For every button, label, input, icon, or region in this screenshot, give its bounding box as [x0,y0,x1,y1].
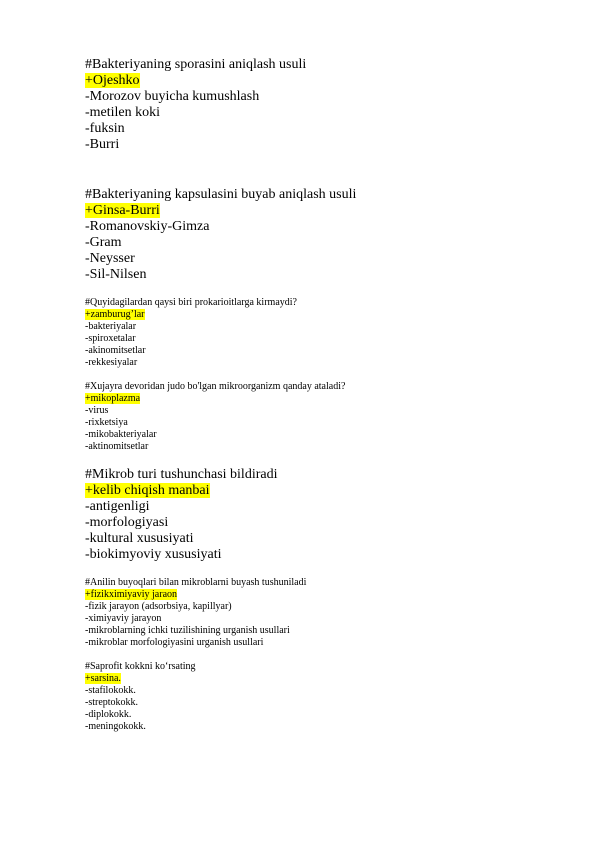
question-block [85,187,545,283]
correct-answer: +fizikximiyaviy jaraon [85,589,178,600]
answer-option: -stafilokokk. [85,685,136,696]
answer-option: -mikroblarning ichki tuzilishining urganish usullari [85,625,290,636]
question-text: #Xujayra devoridan judo bo'lgan mikroorganizm qanday ataladi? [85,381,346,392]
correct-answer: +Ginsa-Burri [85,203,160,218]
question-list [85,57,545,733]
correct-answer: +mikoplazma [85,393,141,404]
answer-option: -antigenligi [85,499,150,514]
answer-option: -rixketsiya [85,417,128,428]
answer-option: -Morozov buyicha kumushlash [85,89,260,104]
answer-option: -Sil-Nilsen [85,267,147,282]
correct-answer: +Ojeshko [85,73,140,88]
answer-option: -virus [85,405,109,416]
question-block [85,467,545,563]
answer-option: -mikroblar morfologiyasini urganish usullari [85,637,264,648]
question-text: #Anilin buyoqlari bilan mikroblarni buyash tushuniladi [85,577,307,588]
answer-option: -kultural xususiyati [85,531,194,546]
correct-answer: +sarsina. [85,673,121,684]
answer-option: -fizik jarayon (adsorbsiya, kapillyar) [85,601,232,612]
answer-option: -biokimyoviy xususiyati [85,547,222,562]
answer-option: -streptokokk. [85,697,139,708]
answer-option: -fuksin [85,121,125,136]
question-block [85,577,545,649]
question-text: #Mikrob turi tushunchasi bildiradi [85,467,278,482]
answer-option: -Gram [85,235,122,250]
answer-option: -akinomitsetlar [85,345,146,356]
answer-option: -meningokokk. [85,721,146,732]
answer-option: -aktinomitsetlar [85,441,149,452]
question-text: #Bakteriyaning kapsulasini buyab aniqlash usuli [85,187,357,202]
answer-option: -Burri [85,137,120,152]
answer-option: -morfologiyasi [85,515,169,530]
question-text: #Saprofit kokkni ko‘rsating [85,661,196,672]
answer-option: -bakteriyalar [85,321,137,332]
question-block [85,661,545,733]
answer-option: -rekkesiyalar [85,357,138,368]
question-block [85,381,545,453]
correct-answer: +kelib chiqish manbai [85,483,210,498]
answer-option: -ximiyaviy jarayon [85,613,162,624]
question-text: #Quyidagilardan qaysi biri prokarioitlarga kirmaydi? [85,297,297,308]
answer-option: -diplokokk. [85,709,132,720]
answer-option: -spiroxetalar [85,333,136,344]
correct-answer: +zamburug’lar [85,309,145,320]
answer-option: -metilen koki [85,105,161,120]
answer-option: -mikobakteriyalar [85,429,157,440]
answer-option: -Romanovskiy-Gimza [85,219,210,234]
answer-option: -Neysser [85,251,135,266]
question-block [85,297,545,369]
question-text: #Bakteriyaning sporasini aniqlash usuli [85,57,307,72]
question-block [85,57,545,153]
